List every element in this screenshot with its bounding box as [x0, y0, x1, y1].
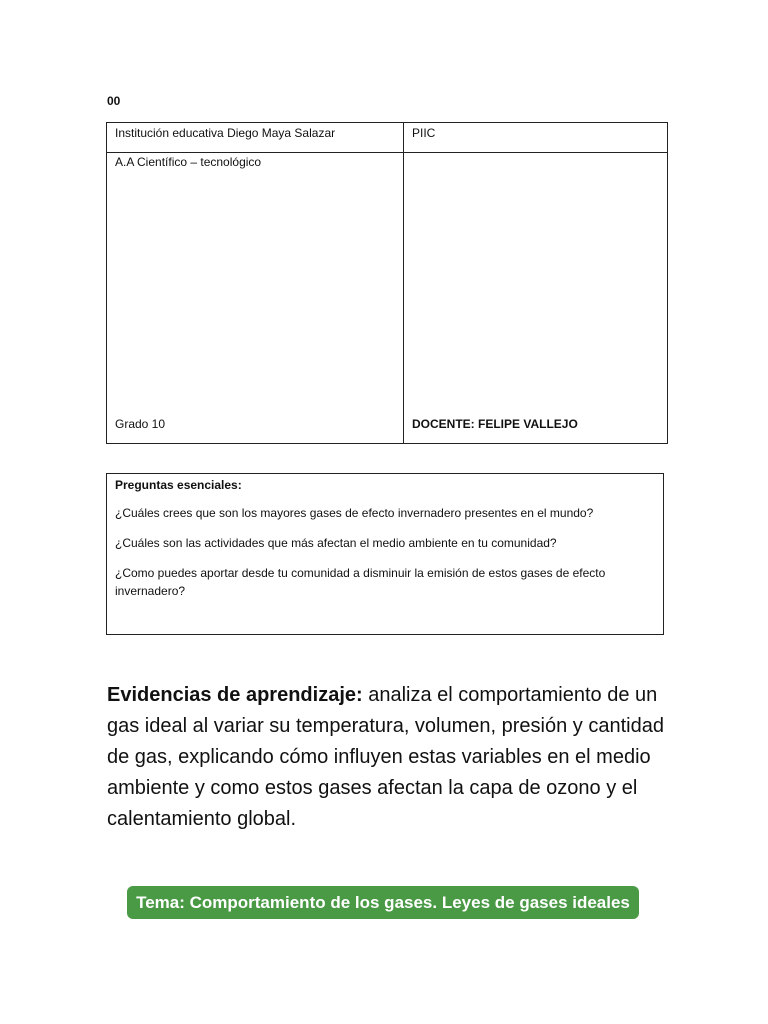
- area-grade-cell: [107, 153, 404, 444]
- evidence-label: Evidencias de aprendizaje:: [107, 684, 363, 706]
- program-cell: PIIC: [404, 123, 668, 153]
- teacher-cell: [404, 153, 668, 444]
- page-number: 00: [107, 94, 121, 108]
- evidence-text: analiza el comportamiento de un gas ideal al variar su temperatura, volumen, presión y cantidad de gas, explicando cómo influyen estas variables en el medio ambiente y como estos gases afectan la capa de ozono y el calentamiento global.: [107, 684, 664, 830]
- header-table: [106, 122, 668, 444]
- area-label: A.A Científico – tecnológico: [115, 155, 262, 169]
- question-item: ¿Cuáles crees que son los mayores gases de efecto invernadero presentes en el mundo?: [115, 506, 594, 520]
- learning-evidence: [107, 680, 667, 835]
- grade-label: Grado 10: [115, 417, 166, 431]
- teacher-label: DOCENTE: FELIPE VALLEJO: [412, 417, 578, 431]
- institution-cell: Institución educativa Diego Maya Salazar: [107, 123, 404, 153]
- topic-banner: Tema: Comportamiento de los gases. Leyes de gases ideales: [127, 886, 639, 919]
- questions-title: Preguntas esenciales:: [115, 478, 242, 492]
- question-item: ¿Cuáles son las actividades que más afectan el medio ambiente en tu comunidad?: [115, 536, 557, 550]
- essential-questions-box: [106, 473, 664, 635]
- question-item: ¿Como puedes aportar desde tu comunidad a disminuir la emisión de estos gases de efecto invernadero?: [115, 566, 606, 598]
